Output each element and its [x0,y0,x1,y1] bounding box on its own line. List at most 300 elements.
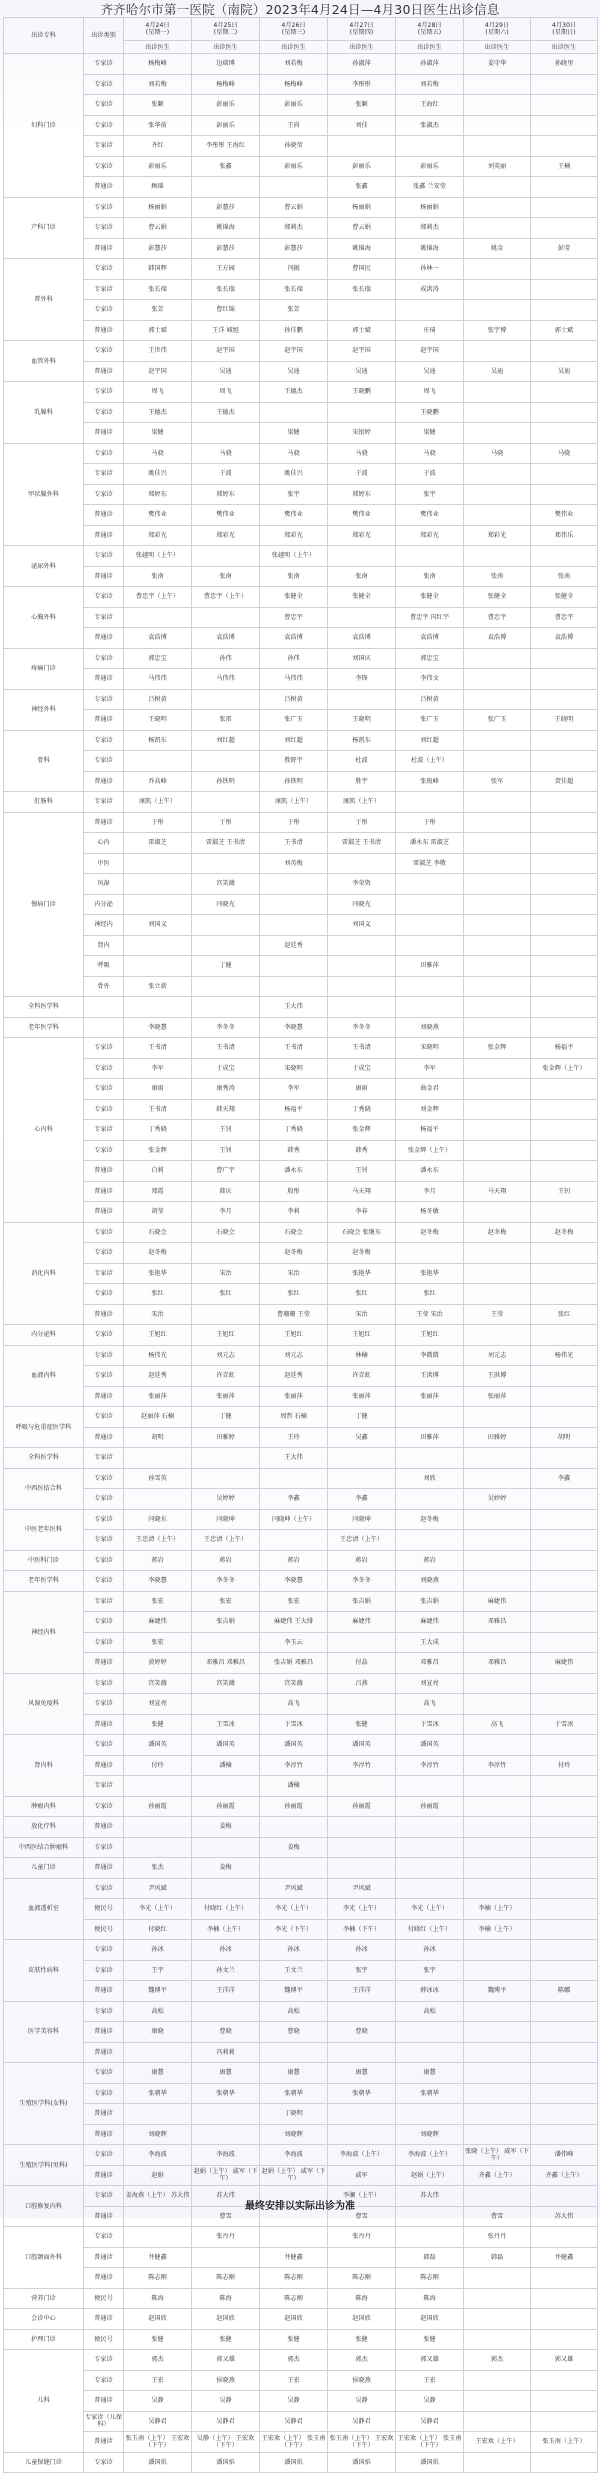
type-cell: 专家诊 [84,607,124,628]
doctor-cell: 郭又雄 [192,2350,260,2371]
doctor-cell: 张宇 [396,484,464,505]
doctor-cell: 李楠（上午） [464,1899,531,1920]
doctor-cell: 李海波 [260,2145,328,2166]
doctor-cell [328,2124,396,2145]
doctor-cell: 杨梅峰 [124,54,192,75]
type-cell: 专家诊 [84,689,124,710]
doctor-cell [328,956,396,977]
doctor-cell: 王宏欢（上午） 张玉南（下午） [260,2432,328,2453]
doctor-cell [464,1571,531,1592]
doctor-cell: 李海波 [124,2145,192,2166]
dept-cell: 中医科门诊 [4,1550,84,1571]
type-cell: 专家诊 [84,1468,124,1489]
doctor-cell [531,1099,598,1120]
doctor-cell: 张长瑞 [192,279,260,300]
dept-cell: 放化疗科 [4,1817,84,1838]
doctor-cell: 杨福平 [260,1099,328,1120]
doctor-cell: 付晓红（上午） [396,1919,464,1940]
dept-cell: 医学美容科 [4,2001,84,2063]
table-row [4,1222,598,1243]
doctor-cell: 李军 [260,1079,328,1100]
doctor-cell: 刘晓辉 [124,2124,192,2145]
doctor-cell [464,259,531,280]
doctor-cell [531,997,598,1018]
type-cell: 专家诊 [84,648,124,669]
doctor-cell: 孙林一 [396,259,464,280]
doctor-cell [531,976,598,997]
doctor-cell: 冯莉莉 [192,2042,260,2063]
doctor-cell: 曹云娟 [124,218,192,239]
type-cell: 专家诊 [84,259,124,280]
doctor-cell [260,177,328,198]
doctor-cell: 孙伟 [192,648,260,669]
doctor-cell: 王书清 [260,833,328,854]
doctor-cell [464,2001,531,2022]
doctor-cell [396,2042,464,2063]
table-row [4,1038,598,1059]
doctor-cell: 赵娟 [124,2165,192,2186]
doctor-cell [192,976,260,997]
doctor-cell [192,1776,260,1797]
type-cell: 普通诊 [84,320,124,341]
doctor-cell [531,669,598,690]
type-cell: 专家诊 [84,792,124,813]
table-row [4,2329,598,2350]
doctor-cell: 康慧 [260,2063,328,2084]
doctor-cell: 赵宇国 [260,341,328,362]
doctor-cell [328,546,396,567]
doctor-cell [531,1017,598,1038]
table-row [4,1632,598,1653]
table-row [4,1489,598,1510]
doctor-cell [531,300,598,321]
type-cell: 专家诊 [84,2350,124,2371]
type-cell: 专家诊 [84,1263,124,1284]
doctor-cell [531,935,598,956]
dept-cell: 会诊中心 [4,2309,84,2330]
type-cell: 普通诊 [84,2206,124,2227]
doctor-cell [124,1448,192,1469]
type-cell: 普通诊 [84,2104,124,2125]
doctor-cell: 杨梅峰 [192,74,260,95]
doctor-cell [464,402,531,423]
type-cell: 普通诊 [84,1714,124,1735]
doctor-cell: 于彤 [124,812,192,833]
doctor-cell: 袁浩博 [260,628,328,649]
doctor-cell [464,2288,531,2309]
doctor-cell: 赵冬梅 [124,1243,192,1264]
doctor-cell: 苏大伟 [192,2186,260,2207]
doctor-cell: 王洋洋 [328,1981,396,2002]
type-cell: 专家诊（儿保科） [84,2411,124,2432]
type-cell: 普通诊 [84,1427,124,1448]
doctor-cell [260,894,328,915]
doctor-cell [531,464,598,485]
doctor-cell: 李冬冬 [192,1571,260,1592]
doctor-cell [396,300,464,321]
doctor-cell [192,935,260,956]
doctor-cell: 李鑫 [260,1489,328,1510]
doctor-cell: 刘国庆 [328,648,396,669]
doctor-cell: 邓雅昌 [464,1653,531,1674]
type-cell: 专家诊 [84,1243,124,1264]
table-row [4,341,598,362]
doctor-cell [124,1489,192,1510]
doctor-cell: 张宇 [260,484,328,505]
doctor-cell: 宫笑薇 [192,1673,260,1694]
type-cell: 普通诊 [84,2124,124,2145]
doctor-cell: 刘晓燕 [396,1017,464,1038]
doctor-cell: 王晓明 [531,710,598,731]
doctor-cell [124,894,192,915]
doctor-cell [192,997,260,1018]
doctor-cell [464,1140,531,1161]
header-doctor: 出诊医生 [260,41,328,54]
doctor-cell: 王钊 [531,1181,598,1202]
header-type: 出诊类别 [84,18,124,54]
type-cell: 专家诊 [84,1632,124,1653]
doctor-cell: 樊伟业 [260,505,328,526]
type-cell: 普通诊 [84,628,124,649]
doctor-cell: 樊伟业 [124,505,192,526]
doctor-cell [464,833,531,854]
doctor-cell: 蒋岩 [192,1550,260,1571]
table-row [4,1735,598,1756]
doctor-cell: 田雅婷 [192,1427,260,1448]
doctor-cell: 刘若梅 [396,74,464,95]
doctor-cell [396,546,464,567]
doctor-cell: 郑婷东 [124,484,192,505]
doctor-cell: 陈志刚 [328,2268,396,2289]
doctor-cell: 丁健 [192,956,260,977]
doctor-cell: 蒋岩 [124,1550,192,1571]
doctor-cell: 张健全 [531,587,598,608]
table-row [4,1427,598,1448]
doctor-cell: 赵国欣 [260,2309,328,2330]
doctor-cell: 马伟伟 [124,669,192,690]
doctor-cell [531,1919,598,1940]
doctor-cell: 吴迪 [531,361,598,382]
doctor-cell: 蒋岩 [328,1550,396,1571]
doctor-cell [531,1202,598,1223]
doctor-cell: 张颖 [328,95,396,116]
doctor-cell [328,300,396,321]
doctor-cell: 李淳竹 [464,1755,531,1776]
doctor-cell: 吕燕 [328,1673,396,1694]
type-cell: 中医 [84,853,124,874]
doctor-cell: 马天翔 [464,1181,531,1202]
doctor-cell: 井健鑫 [124,2247,192,2268]
table-row [4,1817,598,1838]
doctor-cell: 康慧 [328,2063,396,2084]
doctor-cell: 王旭红 [396,1325,464,1346]
doctor-cell [464,1960,531,1981]
doctor-cell: 张玉南（上午） 王宏欢（下午） [124,2432,192,2453]
doctor-cell: 张宇 [328,1960,396,1981]
table-row [4,1509,598,1530]
doctor-cell: 曹忠宇（上午） [124,587,192,608]
doctor-cell: 王钊 [328,1161,396,1182]
table-row [4,1120,598,1141]
type-cell: 专家诊 [84,1140,124,1161]
doctor-cell [328,1694,396,1715]
doctor-cell [464,197,531,218]
dept-cell: 妇科门诊 [4,54,84,198]
doctor-cell: 马天翔 [328,1181,396,1202]
table-row [4,279,598,300]
doctor-cell [192,853,260,874]
doctor-cell: 刘红超 [396,730,464,751]
doctor-cell: 杨凯东 [328,730,396,751]
doctor-cell [192,1304,260,1325]
doctor-cell: 曹忠宇 闪红宇 [396,607,464,628]
doctor-cell: 闫晓坤 [192,1509,260,1530]
doctor-cell: 张军 [464,771,531,792]
type-cell: 便民号 [84,2329,124,2350]
type-cell: 内分泌 [84,894,124,915]
doctor-cell: 杨伟光 [124,1345,192,1366]
doctor-cell: 王德杰 [260,382,328,403]
doctor-cell: 张健 [328,1714,396,1735]
doctor-cell: 魏博平 [124,1981,192,2002]
doctor-cell: 曹红锦 [192,300,260,321]
doctor-cell [192,546,260,567]
doctor-cell: 刘红超 [192,730,260,751]
doctor-cell [464,2124,531,2145]
doctor-cell: 李淳竹 [260,1755,328,1776]
doctor-cell: 吕树黄 [124,689,192,710]
doctor-cell: 张华前 [124,115,192,136]
doctor-cell: 张艳华 [124,1263,192,1284]
doctor-cell [531,2452,598,2473]
dept-cell: 神经外科 [4,689,84,730]
doctor-cell [328,2001,396,2022]
doctor-cell: 付玲 [531,1755,598,1776]
doctor-cell [531,956,598,977]
doctor-cell [531,1837,598,1858]
doctor-cell: 张广玉 [396,710,464,731]
doctor-cell: 赵宇国 [124,361,192,382]
type-cell: 专家诊 [84,1612,124,1633]
doctor-cell: 梁健 [396,423,464,444]
doctor-cell [464,136,531,157]
doctor-cell: 王旭红 [124,1325,192,1346]
table-row [4,1919,598,1940]
doctor-cell [531,341,598,362]
table-row [4,464,598,485]
doctor-cell [531,402,598,423]
doctor-cell: 魏博平 [464,1981,531,2002]
type-cell [84,1017,124,1038]
type-cell: 普通诊 [84,423,124,444]
doctor-cell: 闫晓坤 [328,1509,396,1530]
doctor-cell [124,2227,192,2248]
doctor-cell [260,1817,328,1838]
table-row [4,915,598,936]
dept-cell: 血液内科 [4,1345,84,1407]
doctor-cell: 赵冬梅 [531,1222,598,1243]
doctor-cell [464,1796,531,1817]
doctor-cell: 刘佳 [328,115,396,136]
doctor-cell [396,1407,464,1428]
doctor-cell: 潘伟峰 [531,2145,598,2166]
table-row [4,710,598,731]
dept-cell: 血管外科 [4,341,84,382]
doctor-cell: 张健 [192,2329,260,2350]
table-row [4,115,598,136]
type-cell: 专家诊 [84,1878,124,1899]
doctor-cell [464,177,531,198]
type-cell: 普通诊 [84,1817,124,1838]
doctor-cell [192,1448,260,1469]
doctor-cell [124,935,192,956]
doctor-cell: 石晓会 张继东 [328,1222,396,1243]
doctor-cell [464,2309,531,2330]
doctor-cell: 姚金 [464,238,531,259]
doctor-cell: 姚锦海 [192,218,260,239]
doctor-cell: 赵宇国 [328,341,396,362]
doctor-cell: 田雅萍 [396,956,464,977]
doctor-cell [464,1284,531,1305]
table-row [4,1099,598,1120]
doctor-cell: 韩秀 [260,1140,328,1161]
type-cell: 普通诊 [84,1202,124,1223]
doctor-cell [531,136,598,157]
doctor-cell: 潘国焰 [260,2452,328,2473]
doctor-cell: 李光（下午） [260,1919,328,1940]
doctor-cell: 杨梅峰 [260,74,328,95]
doctor-cell: 李楠（下午） [328,1919,396,1940]
doctor-cell [464,300,531,321]
doctor-cell: 王洋 城旭 [192,320,260,341]
doctor-cell: 张丽萍 [260,1386,328,1407]
dept-cell: 口腔修复内科 [4,2186,84,2227]
doctor-cell: 张长瑞 [328,279,396,300]
doctor-cell: 张宇博 [464,320,531,341]
doctor-cell: 李海波（上午） [396,2145,464,2166]
doctor-cell: 赵冬梅 [464,1222,531,1243]
doctor-cell: 王忠清（上午） [328,1530,396,1551]
doctor-cell: 王旭红 [328,1325,396,1346]
table-row [4,1571,598,1592]
type-cell: 专家诊 [84,751,124,772]
doctor-cell: 刘宣亮 [124,1694,192,1715]
doctor-cell: 张吉娟 [328,1591,396,1612]
doctor-cell: 刘英丽 [464,156,531,177]
doctor-cell: 张杰 [124,1858,192,1879]
doctor-cell: 赵娟（上午） 戚军（下午） [260,2165,328,2186]
doctor-cell: 樊伟业 [328,505,396,526]
doctor-cell: 张健全 [464,587,531,608]
doctor-cell: 曹珊珊 王莹 [260,1304,328,1325]
doctor-cell: 乔高峰 [124,771,192,792]
doctor-cell: 康慧 [192,2063,260,2084]
doctor-cell: 王大伟 [260,997,328,1018]
doctor-cell [464,1817,531,1838]
doctor-cell: 李月 [192,1202,260,1223]
doctor-cell: 宫笑薇 [260,1673,328,1694]
doctor-cell: 侯晓燕 [328,2370,396,2391]
doctor-cell: 付玲 [124,1755,192,1776]
doctor-cell: 郭杰 [464,2350,531,2371]
type-cell: 普通诊 [84,812,124,833]
doctor-cell: 张健 [124,2329,192,2350]
doctor-cell [531,2104,598,2125]
doctor-cell: 孙丽霞 [124,1796,192,1817]
doctor-cell [260,976,328,997]
doctor-cell: 曹晓 [328,2022,396,2043]
doctor-cell [260,2227,328,2248]
doctor-cell [531,2001,598,2022]
doctor-cell: 赵国欣 [192,2309,260,2330]
doctor-cell: 张丽萍 [464,1386,531,1407]
type-cell: 专家诊 [84,402,124,423]
type-cell: 专家诊 [84,95,124,116]
doctor-cell: 于波 [396,464,464,485]
doctor-cell [328,976,396,997]
doctor-cell: 郭忠宝 [124,648,192,669]
doctor-cell: 赵宇国 [396,341,464,362]
type-cell: 专家诊 [84,1796,124,1817]
doctor-cell: 张朝华 [396,2083,464,2104]
doctor-cell: 周飞 [124,382,192,403]
dept-cell: 皮肤性病科 [4,1940,84,2002]
doctor-cell [396,1858,464,1879]
doctor-cell [531,2042,598,2063]
type-cell: 普通诊 [84,1981,124,2002]
type-cell: 普通诊 [84,525,124,546]
type-cell: 专家诊 [84,54,124,75]
doctor-cell: 姜梅 [192,1817,260,1838]
doctor-cell: 李光（上午） [124,1899,192,1920]
type-cell: 肾内 [84,935,124,956]
doctor-cell [396,1489,464,1510]
doctor-cell: 王海红 [396,95,464,116]
doctor-cell [531,874,598,895]
doctor-cell [260,1468,328,1489]
doctor-cell: 丁健 [192,1407,260,1428]
doctor-cell: 彭丽乐 [396,156,464,177]
doctor-cell: 曹晓 [260,2022,328,2043]
doctor-cell [464,2042,531,2063]
doctor-cell [464,853,531,874]
doctor-cell: 尹风斌 [124,1878,192,1899]
doctor-cell [260,956,328,977]
type-cell: 专家诊 [84,1550,124,1571]
doctor-cell: 张宏 [192,1591,260,1612]
type-cell: 普通诊 [84,2432,124,2453]
doctor-cell: 吕树黄 [260,689,328,710]
doctor-cell: 魏博平 [260,1981,328,2002]
table-row [4,1468,598,1489]
doctor-cell: 姚锦海 [328,238,396,259]
doctor-cell: 王洪博 [396,1366,464,1387]
doctor-cell: 马骁 [192,443,260,464]
table-row [4,1612,598,1633]
doctor-cell [531,1120,598,1141]
doctor-cell: 康凯（上午） [260,792,328,813]
doctor-cell [531,1366,598,1387]
doctor-cell: 杨丽娟 [396,197,464,218]
doctor-cell: 郭士斌 [124,320,192,341]
doctor-cell: 袁浩博 [396,628,464,649]
doctor-cell: 李莉 [260,1202,328,1223]
type-cell: 专家诊 [84,156,124,177]
doctor-cell: 刘红超 [260,730,328,751]
doctor-cell: 蒋岩 [396,1550,464,1571]
dept-cell: 儿科 [4,2350,84,2453]
doctor-cell: 韩磊 [396,2247,464,2268]
